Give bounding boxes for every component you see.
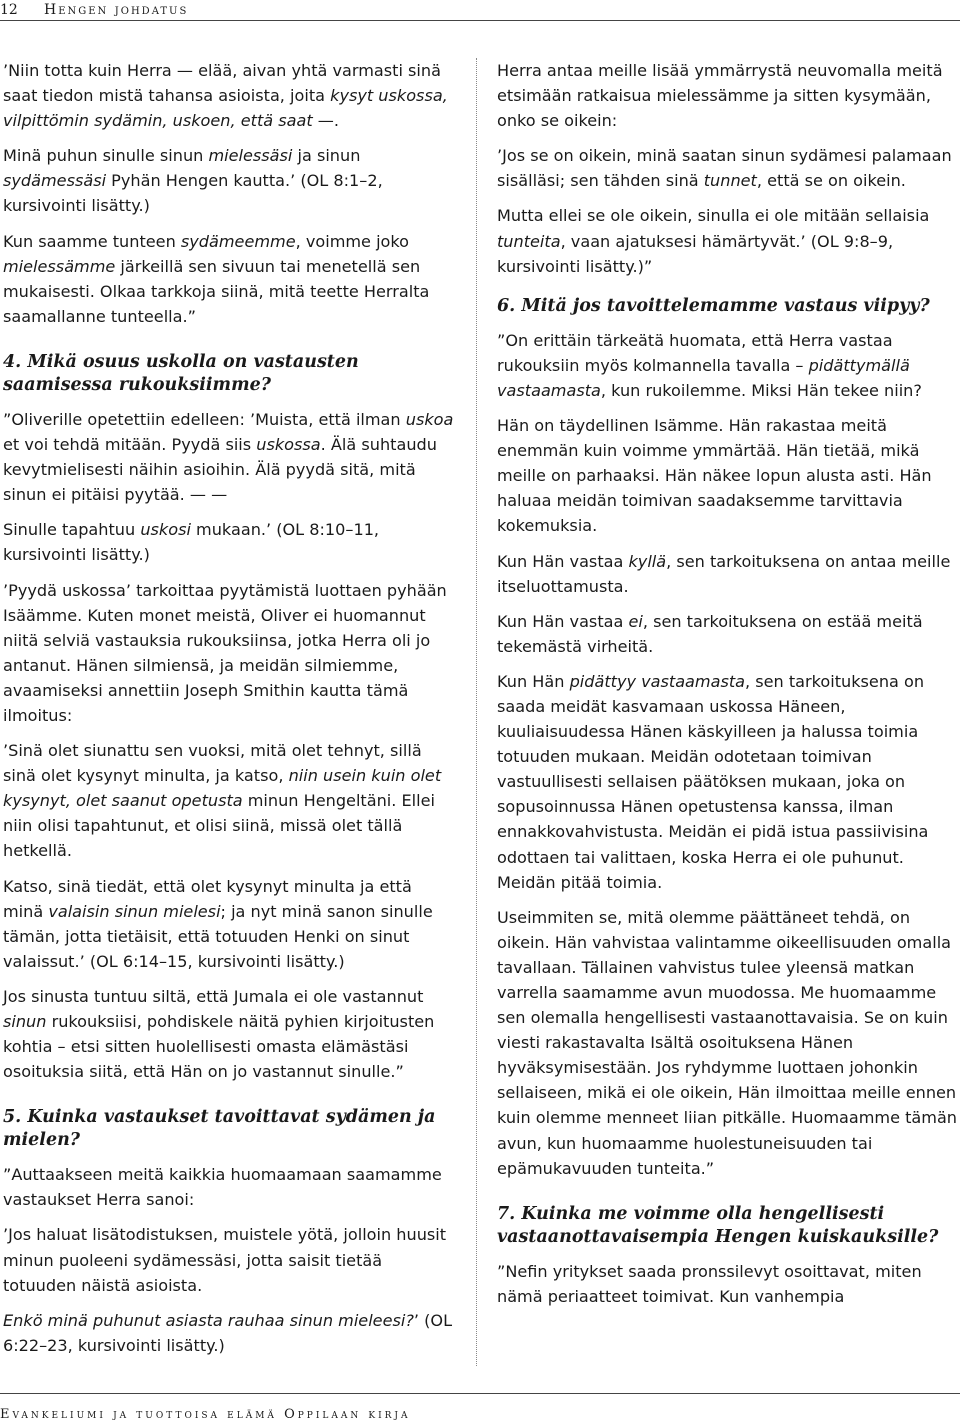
- page-footer: [0, 1393, 960, 1425]
- body-paragraph: Kun Hän vastaa ei, sen tarkoituksena on estää meitä tekemästä virheitä.: [497, 611, 923, 656]
- body-paragraph: Minä puhun sinulle sinun mielessäsi ja sinun sydämessäsi Pyhän Hengen kautta.’ (OL 8:1–2, kursivointi lisätty.): [3, 146, 383, 216]
- section-heading: 4. Mikä osuus uskolla on vastausten saamisessa rukouksiimme?: [3, 351, 359, 395]
- left-column: [3, 58, 455, 1368]
- running-title: Hengen johdatus: [44, 2, 189, 18]
- body-paragraph: ’Jos haluat lisätodistuksen, muistele yötä, jolloin huusit minun puoleeni sydämessäsi, jotta saisit tietää totuuden näistä asioista.: [3, 1225, 447, 1295]
- body-paragraph: ”Oliverille opetettiin edelleen: ’Muista, että ilman uskoa et voi tehdä mitään. Pyydä siis uskossa. Älä suhtaudu kevytmielisesti näihin asioihin. Älä pyydä sitä, mitä sinun ei pitäisi pyytää. — —: [3, 409, 454, 505]
- body-paragraph: Mutta ellei se ole oikein, sinulla ei ole mitään sellaisia tunteita, vaan ajatuksesi hämärtyvät.’ (OL 9:8–9, kursivointi lisätty.)”: [497, 206, 930, 276]
- header-rule: [0, 20, 960, 21]
- column-divider: [476, 58, 477, 1366]
- body-paragraph: Katso, sinä tiedät, että olet kysynyt minulta ja että minä valaisin sinun mielesi; ja nyt minä sanon sinulle tämän, jotta tietäisit, että totuuden Henki on sinut valaissut.’ (OL 6:14–15, kursivointi lisätty.): [3, 876, 433, 971]
- section-heading: 7. Kuinka me voimme olla hengellisesti vastaanottavaisempia Hengen kuiskauksille?: [497, 1203, 939, 1247]
- body-paragraph: Jos sinusta tuntuu siltä, että Jumala ei ole vastannut sinun rukouksiisi, pohdiskele näitä pyhien kirjoitusten kohtia – etsi sitten huolellisesti omasta elämästäsi osoituksia siitä, että Hän on jo vastannut sinulle.”: [3, 986, 435, 1082]
- body-paragraph: ’Niin totta kuin Herra — elää, aivan yhtä varmasti sinä saat tiedon mistä tahansa asioista, joita kysyt uskossa, vilpittömin sydämin, uskoen, että saat —.: [3, 61, 448, 131]
- body-paragraph: ’Sinä olet siunattu sen vuoksi, mitä olet tehnyt, sillä sinä olet kysynyt minulta, ja katso, niin usein kuin olet kysynyt, olet saanut opetusta minun Hengeltäni. Ellei niin olisi tapahtunut, et olisi siinä, missä olet tällä hetkellä.: [3, 741, 442, 861]
- footer-rule: [0, 1393, 960, 1394]
- page-number: 12: [0, 2, 18, 18]
- body-paragraph: Hän on täydellinen Isämme. Hän rakastaa meitä enemmän kuin voimme ymmärtää. Hän tietää, mikä meille on parhaaksi. Hän näkee lopun alusta asti. Hän haluaa meidän toimivan saadaksemme tarvittavia kokemuksia.: [497, 416, 932, 536]
- section-heading: 5. Kuinka vastaukset tavoittavat sydämen ja mielen?: [3, 1107, 436, 1151]
- right-column: [497, 58, 960, 1319]
- body-paragraph: ”Auttaakseen meitä kaikkia huomaamaan saamamme vastaukset Herra sanoi:: [3, 1165, 442, 1210]
- footer-text: Evankeliumi ja tuottoisa elämä Oppilaan kirja: [0, 1407, 411, 1422]
- body-paragraph: Herra antaa meille lisää ymmärrystä neuvomalla meitä etsimään ratkaisua mielessämme ja sitten kysymään, onko se oikein:: [497, 61, 943, 131]
- section-heading: 6. Mitä jos tavoittelemamme vastaus viipyy?: [497, 295, 930, 316]
- body-paragraph: Kun saamme tunteen sydämeemme, voimme joko mielessämme järkeillä sen sivuun tai menetellä sen mukaisesti. Olkaa tarkkoja siinä, mitä teette Herralta saamallanne tunteella.”: [3, 231, 430, 326]
- page-header: [0, 0, 960, 26]
- body-paragraph: ’Pyydä uskossa’ tarkoittaa pyytämistä luottaen pyhään Isäämme. Kuten monet meistä, Oliver ei huomannut niitä selviä vastauksia rukouksiinsa, jotka Herra oli jo antanut. Hänen silmiensä, ja meidän silmiemme, avaamiseksi annettiin Joseph Smithin kautta tämä ilmoitus:: [3, 580, 447, 725]
- body-paragraph: ”Nefin yritykset saada pronssilevyt osoittavat, miten nämä periaatteet toimivat. Kun vanhempia: [497, 1261, 922, 1306]
- body-paragraph: Kun Hän pidättyy vastaamasta, sen tarkoituksena on saada meidät kasvamaan uskossa Häneen, kuuliaisuudessa Hänen käskyilleen ja halussa toimia totuuden mukaan. Meidän odotetaan toimivan vastuullisesti sellaisen päätöksen mukaan, joka on sopusoinnussa Hänen opetustensa kanssa, ilman ennakkovahvistusta. Meidän ei pidä istua passiivisina odottaen tai valittaen, koska Herra ei ole puhunut. Meidän pitää toimia.: [497, 671, 929, 892]
- body-paragraph: ’Jos se on oikein, minä saatan sinun sydämesi palamaan sisälläsi; sen tähden sinä tunnet, että se on oikein.: [497, 146, 952, 191]
- body-paragraph: Useimmiten se, mitä olemme päättäneet tehdä, on oikein. Hän vahvistaa valintamme oikeellisuuden omalla tavallaan. Tällainen vahvistus tulee yleensä matkan varrella saamamme avun muodossa. Me huomaamme sen olemalla hengellisesti vastaanottavaisia. Se on kuin viesti rakastavalta Isältä osoituksena Hänen hyväksymisestään. Jos ryhdymme luottaen johonkin sellaiseen, mikä ei ole oikein, Hän ilmoittaa meille ennen kuin olemme menneet liian pitkälle. Huomaamme tämän avun, kun huomaamme huolestuneisuuden tai epämukavuuden tunteita.”: [497, 907, 958, 1178]
- body-paragraph: Enkö minä puhunut asiasta rauhaa sinun mieleesi?’ (OL 6:22–23, kursivointi lisätty.): [3, 1310, 453, 1355]
- body-paragraph: ”On erittäin tärkeätä huomata, että Herra vastaa rukouksiin myös kolmannella tavalla – pidättymällä vastaamasta, kun rukoilemme. Miksi Hän tekee niin?: [497, 330, 922, 400]
- body-paragraph: Sinulle tapahtuu uskosi mukaan.’ (OL 8:10–11, kursivointi lisätty.): [3, 520, 380, 565]
- body-paragraph: Kun Hän vastaa kyllä, sen tarkoituksena on antaa meille itseluottamusta.: [497, 551, 951, 596]
